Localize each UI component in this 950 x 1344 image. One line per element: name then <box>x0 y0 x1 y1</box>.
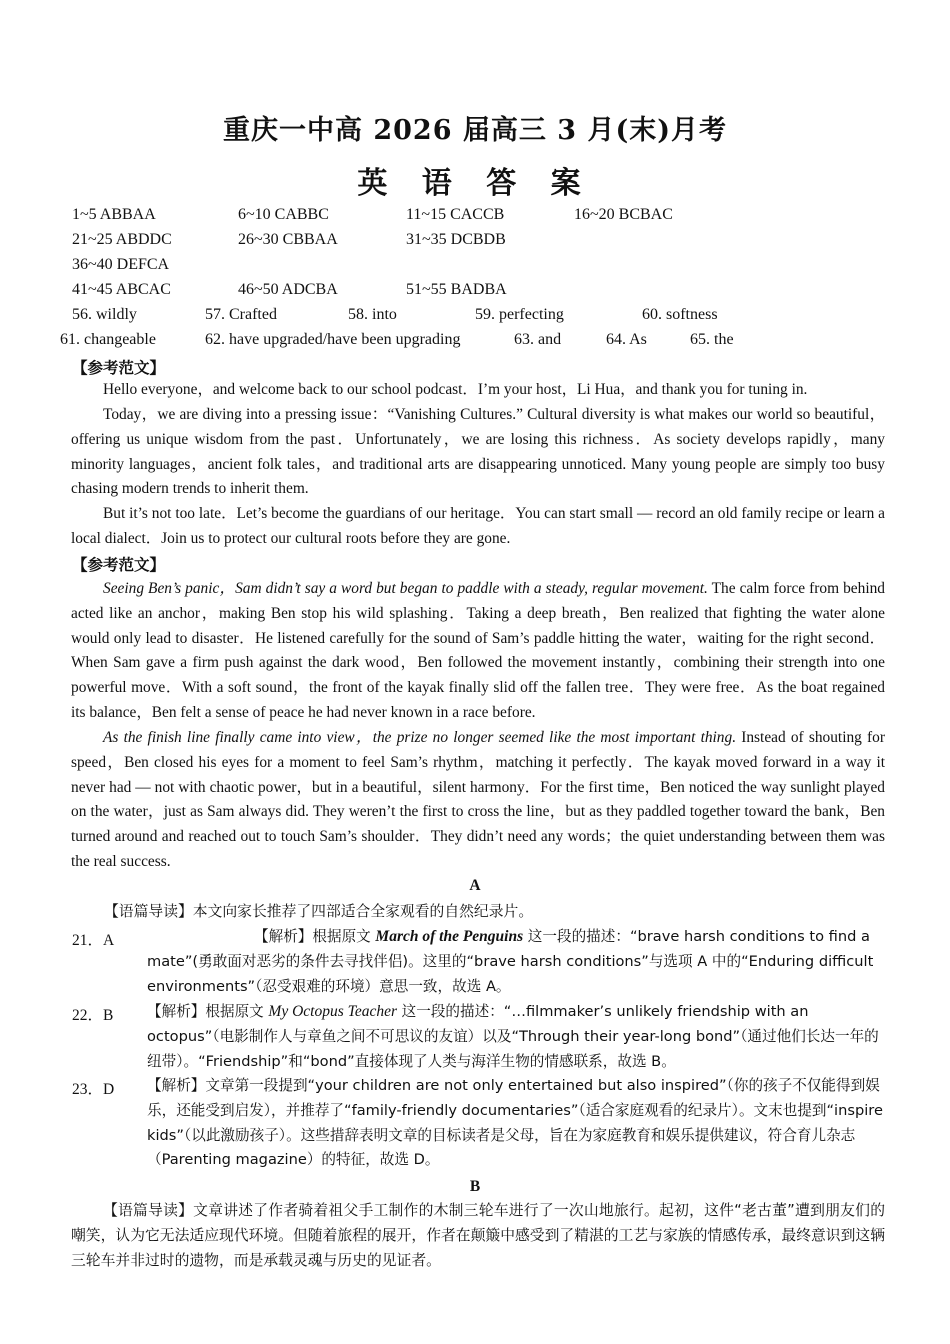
answer-range: 6~10 CABBC <box>238 206 329 223</box>
sample-essay-label: 【参考范文】 <box>72 555 166 574</box>
question-number: 23．D <box>72 1081 115 1098</box>
cloze-answer: 65. the <box>690 331 734 348</box>
cloze-answer: 58. into <box>348 306 397 323</box>
answer-range: 46~50 ADCBA <box>238 281 338 298</box>
explanation: 【解析】根据原文 My Octopus Teacher 这一段的描述：“…filmmaker’s unlikely friendship with an octopus”（电影制作人与章鱼之间不可思议的友谊）以及“Through their year-long bond”（通过他们长达一年的纽带）。“Friendship”和“bond”直接体现了人类与海洋生物的情感联系，故选 B。 <box>147 1003 879 1070</box>
answer-range: 1~5 ABBAA <box>72 206 156 223</box>
section-heading-a: A <box>469 877 481 894</box>
question-number: 22．B <box>72 1007 114 1024</box>
passage-guide: 【语篇导读】本文向家长推荐了四部适合全家观看的自然纪录片。 <box>104 903 534 920</box>
cloze-answer: 63. and <box>514 331 562 348</box>
answer-range: 41~45 ABCAC <box>72 281 171 298</box>
sample-essay-label: 【参考范文】 <box>72 358 166 377</box>
cloze-answer: 59. perfecting <box>475 306 564 323</box>
essay-paragraph: Seeing Ben’s panic，Sam didn’t say a word but began to paddle with a steady, regular movement. The calm force from behind acted like an anchor，making Ben stop his wild splashing．Taking a deep breath，Ben realized that fighting the water alone would only lead to disaster．He listened carefully for the sound of Sam’s paddle hitting the water，waiting for the right second．When Sam gave a firm push against the dark wood，Ben followed the movement instantly，combining their strength into one powerful move．With a soft sound，the front of the kayak finally slid off the fallen tree．They were free．As the boat regained its balance，Ben felt a sense of peace he had never known in a race before. <box>71 580 885 721</box>
question-number: 21．A <box>72 932 115 949</box>
essay-paragraph: Hello everyone，and welcome back to our school podcast．I’m your host，Li Hua，and thank you for tuning in. <box>103 381 808 398</box>
page-subtitle: 英 语 答 案 <box>357 166 593 201</box>
explanation: 【解析】根据原文 March of the Penguins 这一段的描述：“brave harsh conditions to find a mate”(勇敢面对恶劣的条件去寻找伴侣)。这里的“brave harsh conditions”与选项 A 中的“Enduring difficult environments”（忍受艰难的环境）意思一致，故选 A。 <box>147 928 874 995</box>
answer-range: 51~55 BADBA <box>406 281 507 298</box>
essay-paragraph: But it’s not too late．Let’s become the guardians of our heritage．You can start small — record an old family recipe or learn a local dialect．Join us to protect our cultural roots before they are gone. <box>71 505 885 547</box>
cloze-answer: 56. wildly <box>72 306 137 323</box>
answer-range: 36~40 DEFCA <box>72 256 170 273</box>
cloze-answer: 57. Crafted <box>205 306 277 323</box>
answer-range: 21~25 ABDDC <box>72 231 172 248</box>
cloze-answer: 62. have upgraded/have been upgrading <box>205 331 461 348</box>
explanation: 【解析】文章第一段提到“your children are not only entertained but also inspired”（你的孩子不仅能得到娱乐，还能受到启发），并推荐了“family-friendly documentaries”（适合家庭观看的纪录片）。文末也提到“inspire kids”（以此激励孩子）。这些措辞表明文章的目标读者是父母，旨在为家庭教育和娱乐提供建议，符合育儿杂志（Parenting magazine）的特征，故选 D。 <box>147 1077 883 1169</box>
answer-range: 31~35 DCBDB <box>406 231 506 248</box>
essay-paragraph: Today，we are diving into a pressing issue：“Vanishing Cultures.” Cultural diversity is what makes our world so beautiful，offering us unique wisdom from the past．Unfortunately，we are losing this richness．As society develops rapidly，many minority languages，ancient folk tales，and traditional arts are disappearing unnoticed. Many young people are simply too busy chasing modern trends to inherit them. <box>71 406 885 498</box>
cloze-answer: 60. softness <box>642 306 718 323</box>
cloze-answer: 64. As <box>606 331 647 348</box>
answer-range: 26~30 CBBAA <box>238 231 338 248</box>
passage-guide: 【语篇导读】文章讲述了作者骑着祖父手工制作的木制三轮车进行了一次山地旅行。起初，这件“老古董”遭到朋友们的嘲笑，认为它无法适应现代环境。但随着旅程的展开，作者在颠簸中感受到了精湛的工艺与家族的情感传承，最终意识到这辆三轮车并非过时的遗物，而是承载灵魂与历史的见证者。 <box>71 1202 885 1269</box>
section-heading-b: B <box>469 1178 481 1195</box>
answer-range: 11~15 CACCB <box>406 206 505 223</box>
page-title: 重庆一中高 2026 届高三 3 月(末)月考 <box>222 115 728 146</box>
answer-range: 16~20 BCBAC <box>574 206 673 223</box>
essay-paragraph: As the finish line finally came into view，the prize no longer seemed like the most important thing. Instead of shouting for speed，Ben closed his eyes for a moment to feel Sam’s rhythm，matching it perfectly．The kayak moved forward in a way it never had — not with chaotic power，but in a beautiful，silent harmony．For the first time，Ben noticed the way sunlight played on the water，just as Sam always did. They weren’t the first to cross the line，but as they paddled together toward the bank，Ben turned around and reached out to touch Sam’s shoulder．They didn’t need any words；the quiet understanding between them was the real success. <box>71 729 885 870</box>
cloze-answer: 61. changeable <box>60 331 156 348</box>
